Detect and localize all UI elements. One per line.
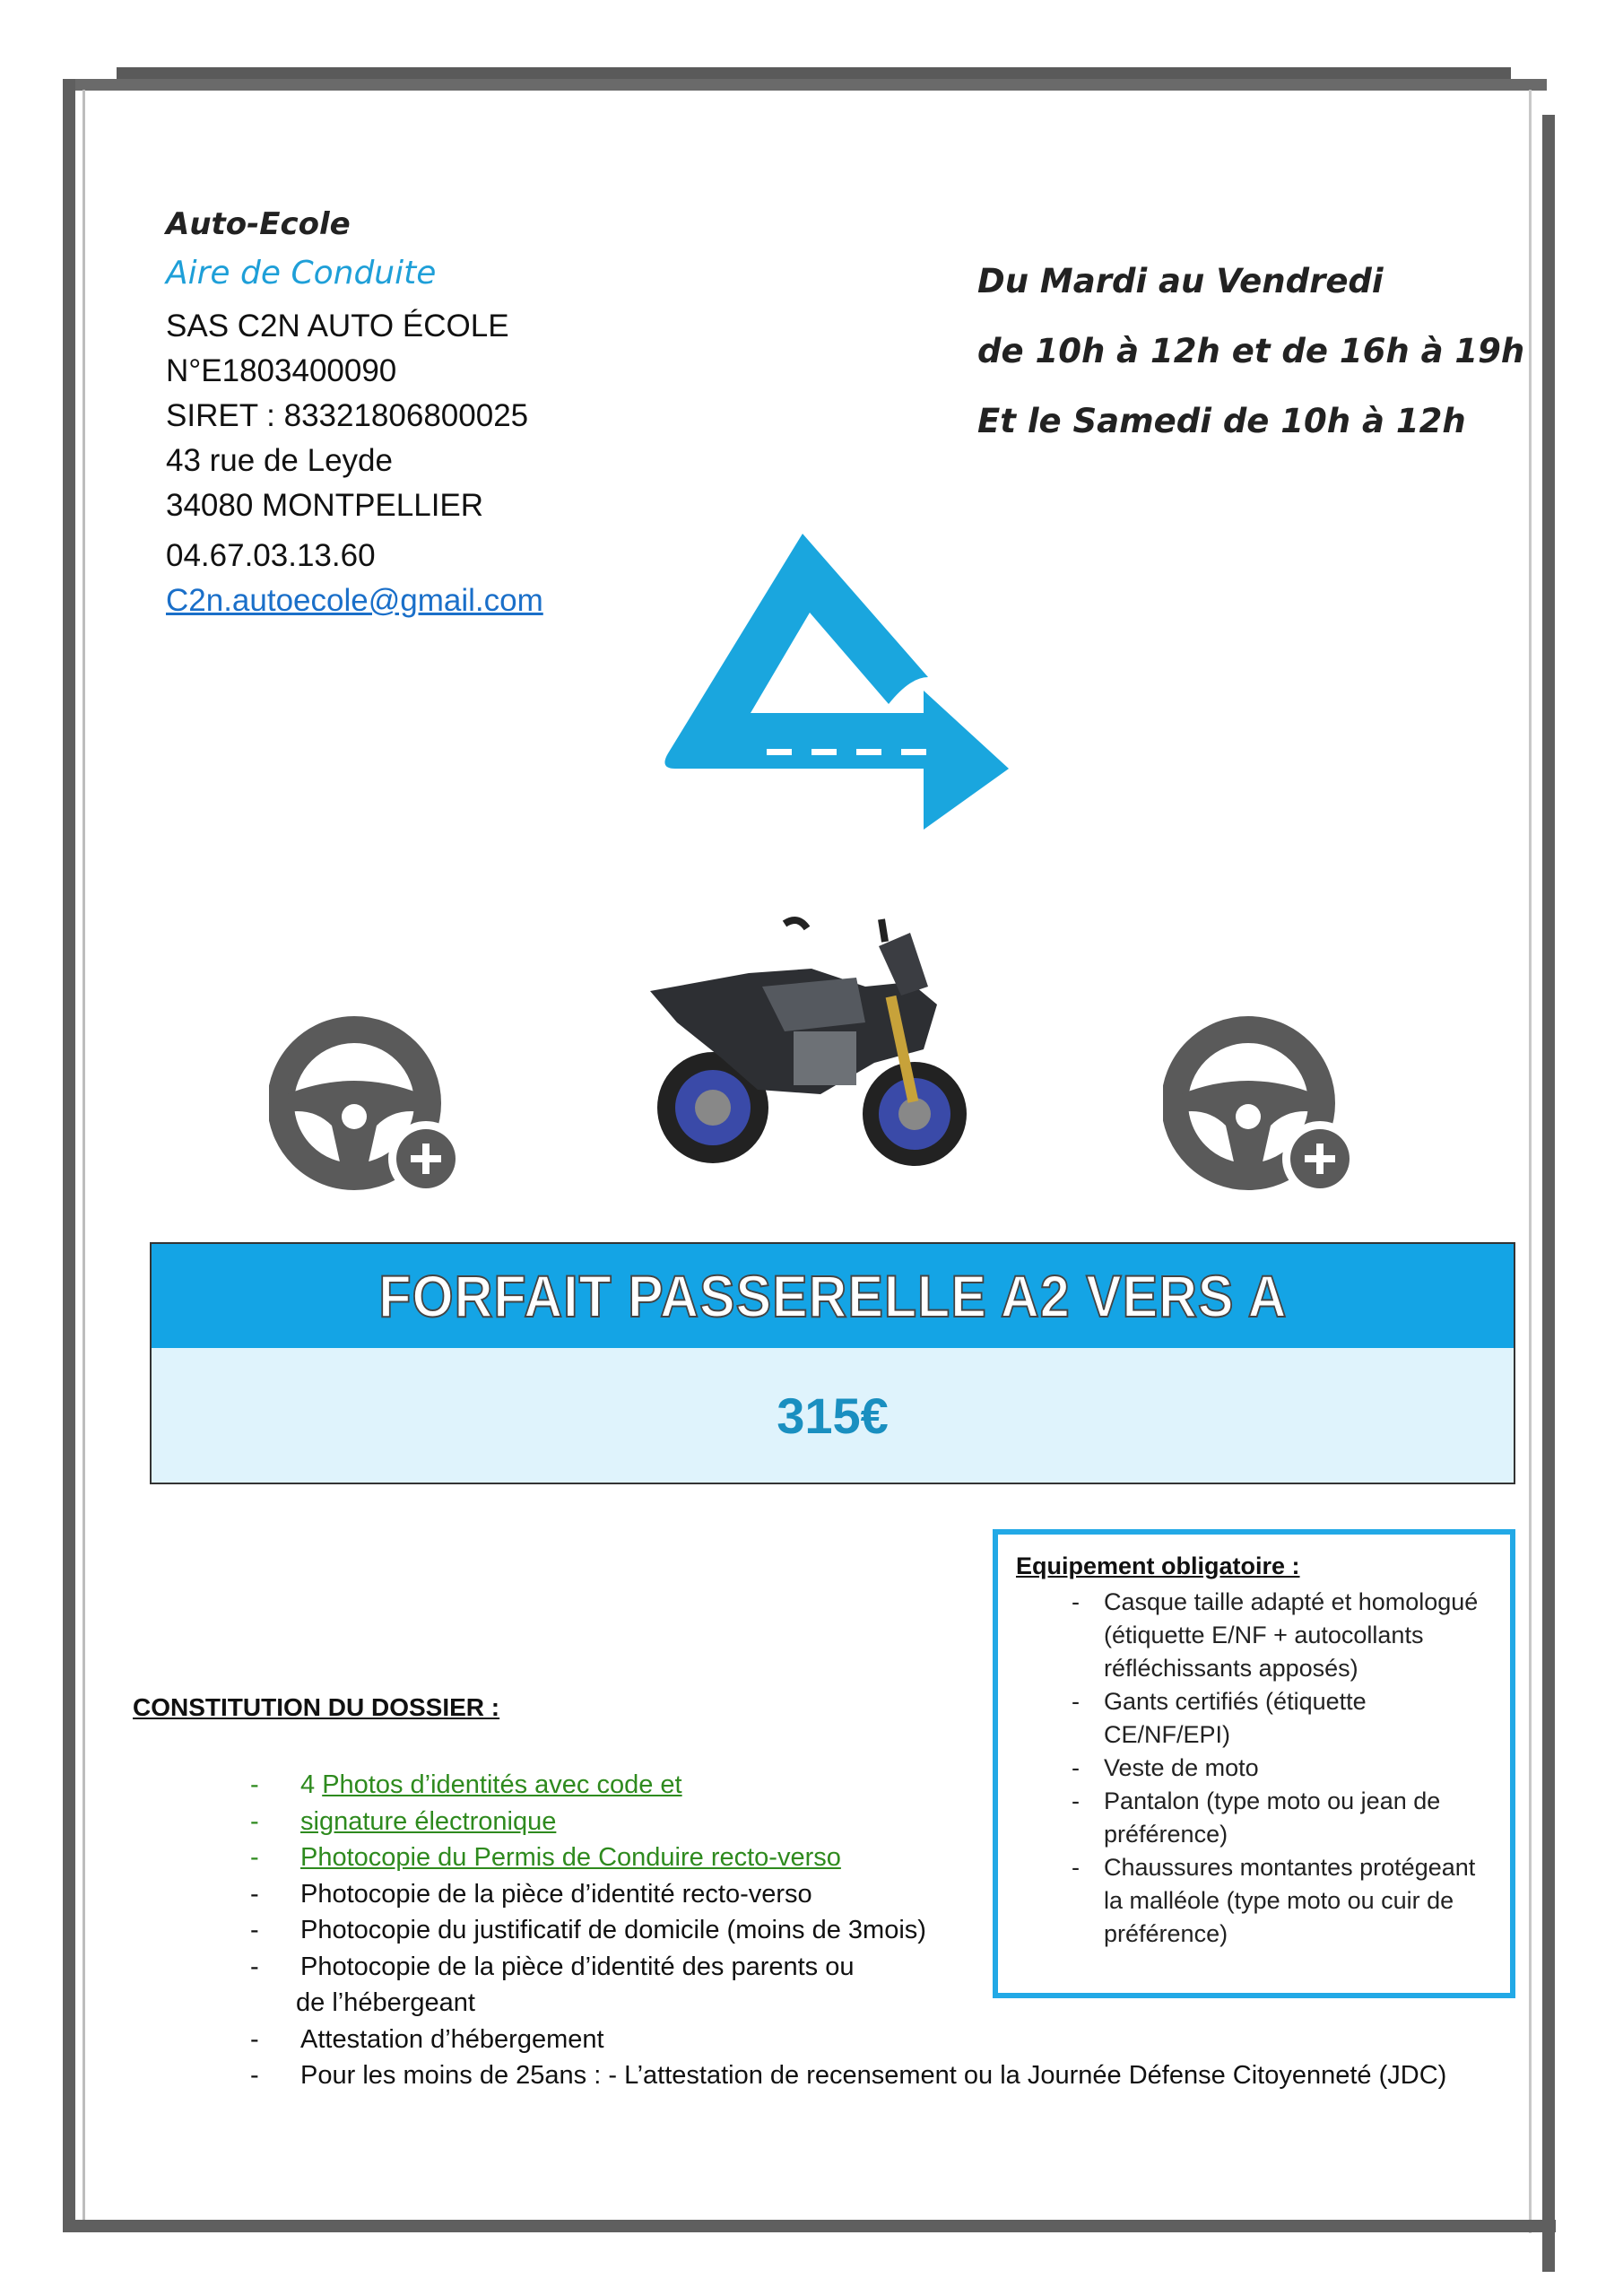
street-address: 43 rue de Leyde <box>166 443 393 478</box>
brand-line-1: Auto-Ecole <box>166 206 351 242</box>
offer-title: FORFAIT PASSERELLE A2 VERS A <box>378 1263 1288 1329</box>
equipment-title: Equipement obligatoire : <box>1016 1552 1300 1579</box>
hours-line-3: Et le Samedi de 10h à 12h <box>977 402 1466 440</box>
list-item <box>247 1839 1529 1876</box>
frame-top-border-inner <box>72 79 1547 91</box>
logo-arrow-icon <box>650 534 1009 830</box>
list-item: - Photocopie du justificatif de domicile (moins de 3mois) <box>247 1912 1529 1949</box>
list-item: - Casque taille adapté et homologué (étiquette E/NF + autocollants réfléchissants apposés) <box>1016 1586 1492 1685</box>
company-name: SAS C2N AUTO ÉCOLE <box>166 309 509 344</box>
steering-wheel-plus-icon <box>1163 1013 1369 1202</box>
list-item: - Gants certifiés (étiquette CE/NF/EPI) <box>1016 1685 1492 1752</box>
agreement-number: N°E1803400090 <box>166 353 397 388</box>
email-link[interactable]: C2n.autoecole@gmail.com <box>166 583 543 618</box>
frame-left-border <box>63 79 75 2231</box>
list-item: - Pantalon (type moto ou jean de préférence) <box>1016 1785 1492 1851</box>
brand-line-2: Aire de Conduite <box>166 255 437 291</box>
list-item <box>247 1767 1529 1804</box>
hours-line-1: Du Mardi au Vendredi <box>977 262 1384 300</box>
frame-left-thin-border <box>82 90 85 2229</box>
school-contact-block <box>166 206 704 623</box>
permis-link[interactable]: Photocopie du Permis de Conduire recto-verso <box>300 1843 841 1872</box>
offer-price-row <box>150 1348 1515 1484</box>
phone-number: 04.67.03.13.60 <box>166 538 376 573</box>
frame-top-border <box>117 67 1511 79</box>
opening-hours-block <box>977 247 1533 457</box>
list-item: - Photocopie de la pièce d’identité des parents ou <box>247 1949 1529 1986</box>
photos-count: 4 <box>300 1770 323 1799</box>
list-item: - Pour les moins de 25ans : - L’attestation de recensement ou la Journée Défense Citoyenneté (JDC) <box>247 2057 1529 2094</box>
list-item: - Attestation d’hébergement <box>247 2022 1529 2058</box>
hours-line-2: de 10h à 12h et de 16h à 19h <box>977 332 1525 370</box>
offer-price: 315€ <box>777 1387 889 1444</box>
motorcycle-image <box>641 915 982 1184</box>
list-item: - Veste de moto <box>1016 1752 1492 1785</box>
frame-bottom-border <box>63 2220 1556 2232</box>
city-address: 34080 MONTPELLIER <box>166 488 484 523</box>
photos-link[interactable]: Photos d’identités avec code et <box>322 1770 682 1799</box>
dossier-list <box>247 1767 1529 2094</box>
offer-title-banner <box>150 1242 1515 1350</box>
list-item-continuation <box>247 1804 1529 1840</box>
list-item: - Chaussures montantes protégeant la malléole (type moto ou cuir de préférence) <box>1016 1851 1492 1951</box>
siret-number: SIRET : 83321806800025 <box>166 398 529 433</box>
list-item-continuation: de l’hébergeant <box>296 1988 475 2017</box>
frame-right-border <box>1542 115 1555 2272</box>
steering-wheel-plus-icon <box>269 1013 475 1202</box>
list-item: - Photocopie de la pièce d’identité recto-verso <box>247 1876 1529 1913</box>
photos-link-continued[interactable]: signature électronique <box>300 1806 557 1836</box>
dossier-title: CONSTITUTION DU DOSSIER : <box>133 1693 500 1721</box>
